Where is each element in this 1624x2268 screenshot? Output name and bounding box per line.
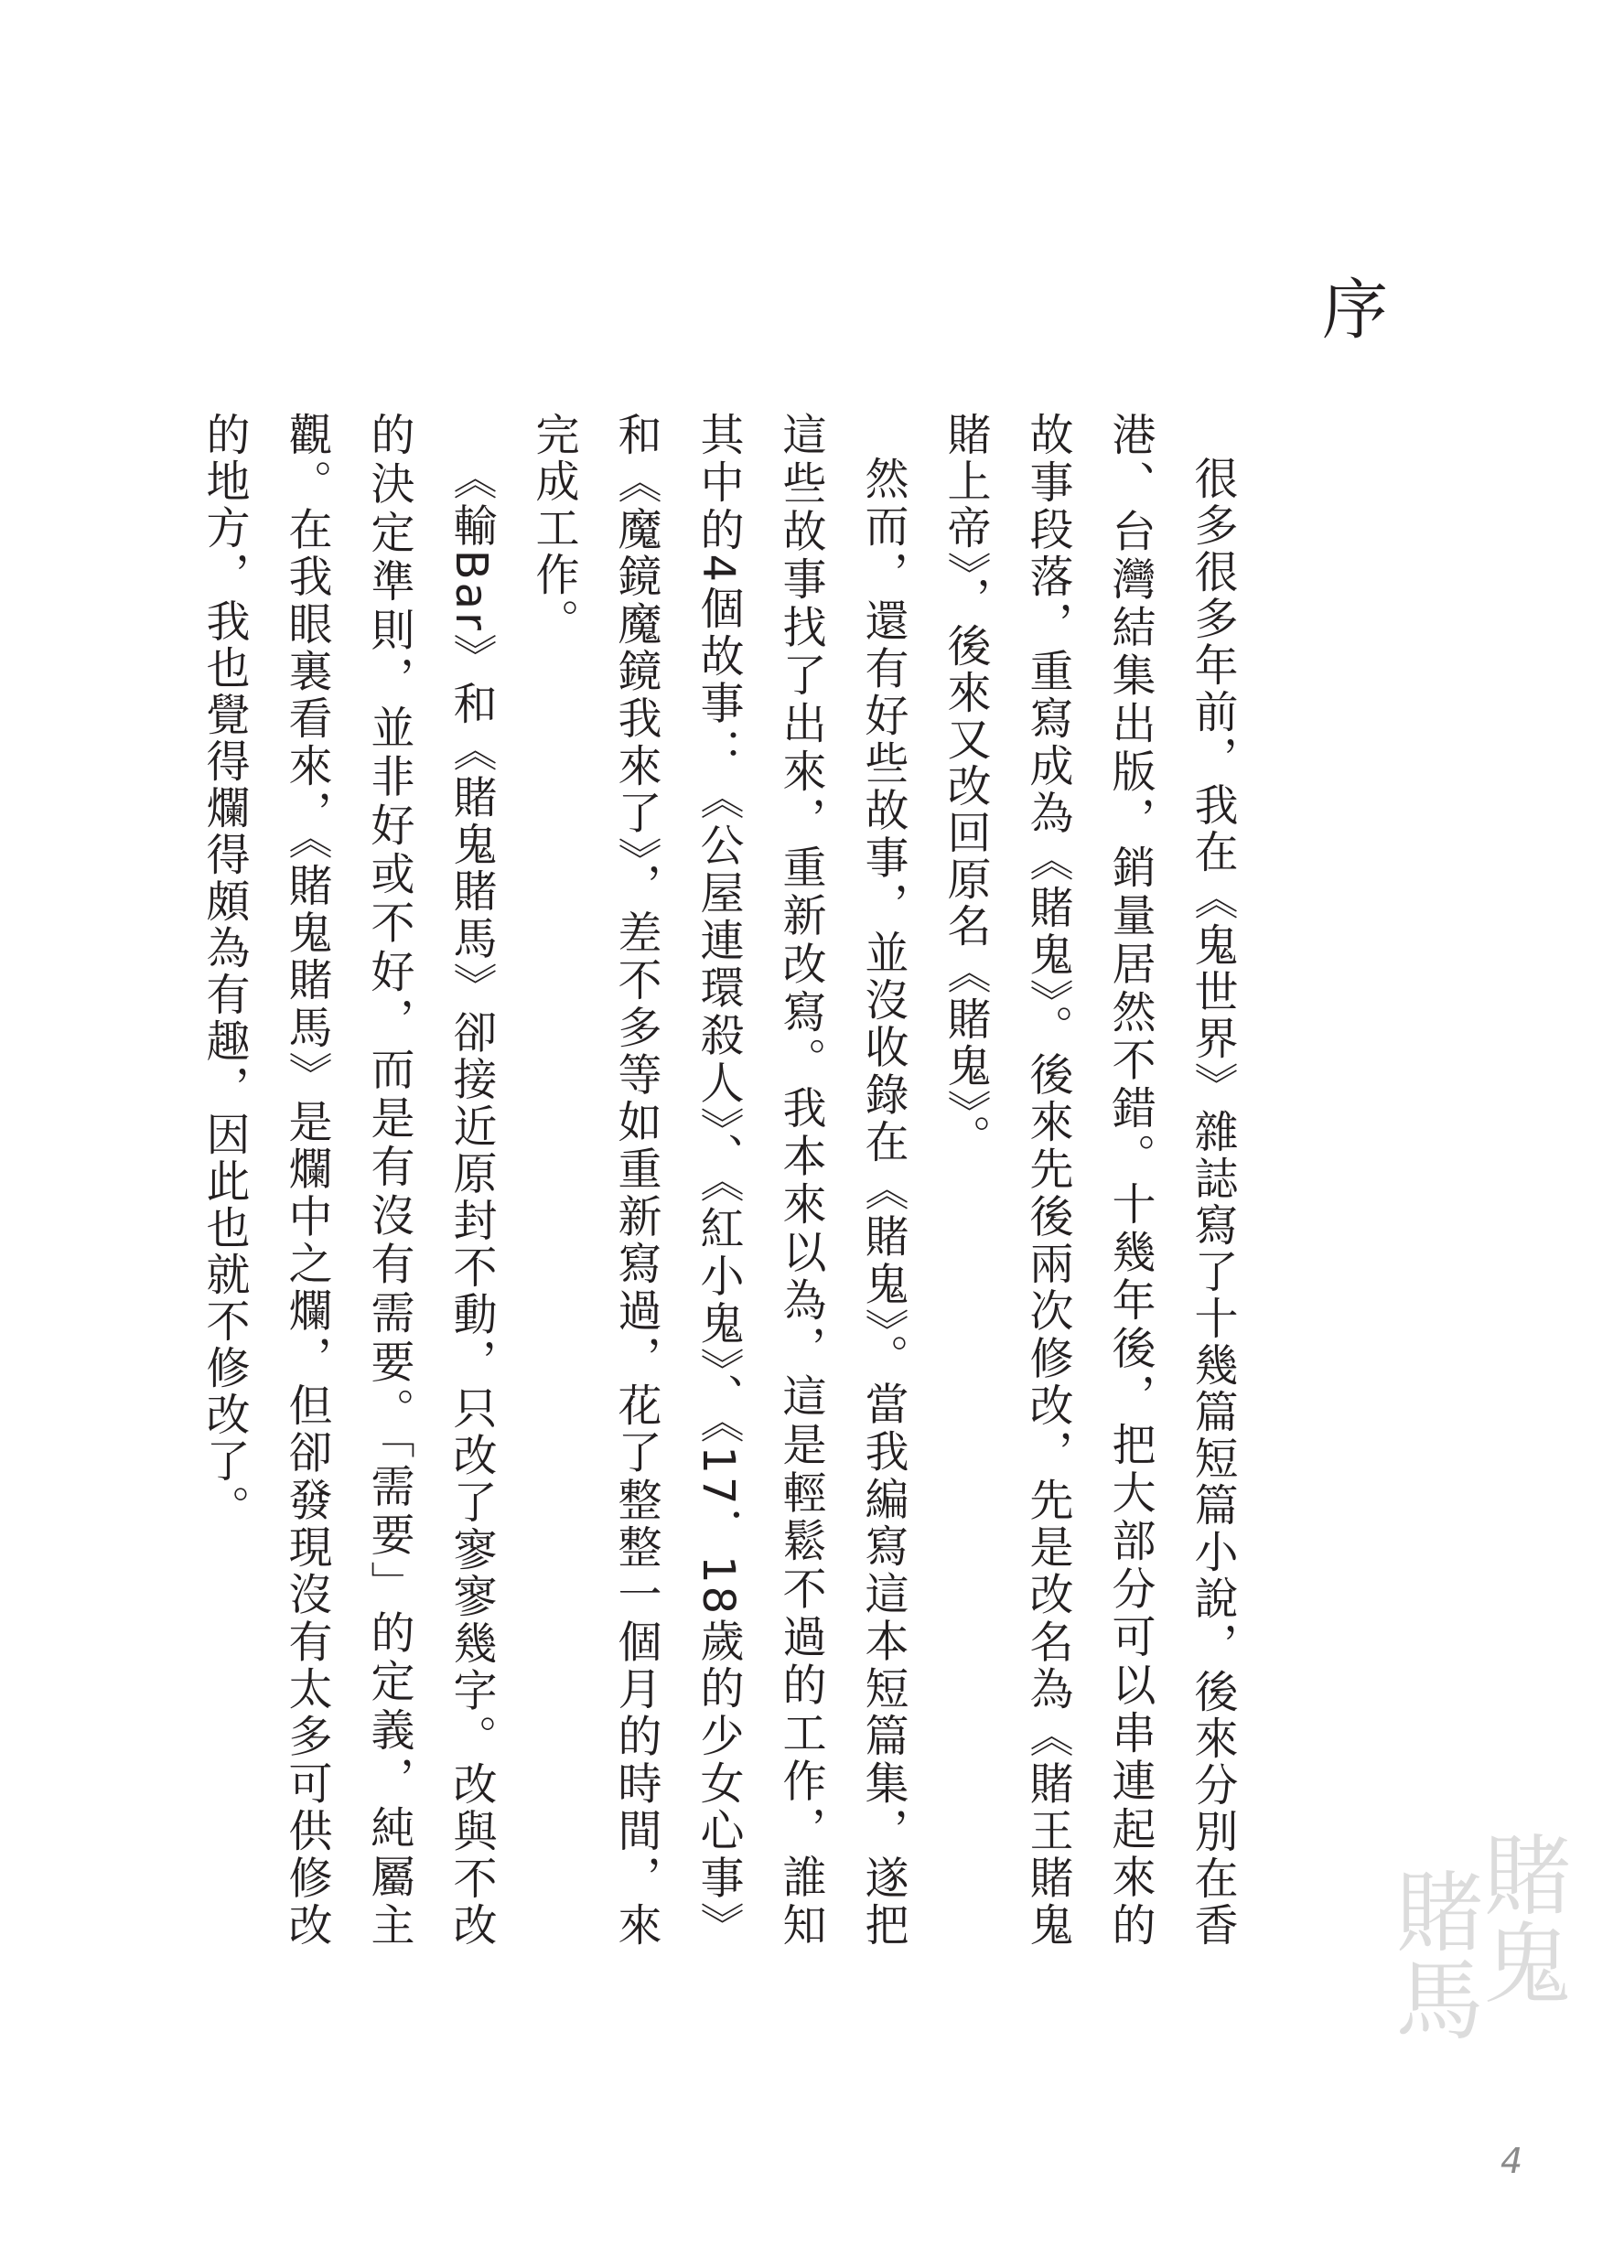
paragraph-3: 《輸Bar》和《賭鬼賭馬》卻接近原封不動，只改了寥寥幾字。改與不改的決定準則，並非好或不好，而是有沒有需要。「需要」的定義，純屬主觀。在我眼裏看來，《賭鬼賭馬》是爛中之爛，但卻發現沒有太多可供修改的地方，我也覺得爛得頗為有趣，因此也就不修改了。 (199, 412, 497, 1949)
paragraph-2: 然而，還有好些故事，並沒收錄在《賭鬼》。當我編寫這本短篇集，遂把這些故事找了出來，重新改寫。我本來以為，這是輕鬆不過的工作，誰知其中的4個故事：《公屋連環殺人》、《紅小鬼》、《17．18歲的少女心事》和《魔鏡魔鏡我來了》，差不多等如重新寫過，花了整整一個月的時間，來完成工作。 (528, 412, 909, 1949)
page-number: 4 (1500, 2141, 1523, 2181)
watermark-right-column: 賭鬼 (1469, 1830, 1572, 2005)
page-title: 序 (1311, 274, 1388, 340)
paragraph-1: 很多很多年前，我在《鬼世界》雜誌寫了十幾篇短篇小說，後來分別在香港、台灣結集出版，銷量居然不錯。十幾年後，把大部分可以串連起來的故事段落，重寫成為《賭鬼》。後來先後兩次修改，先是改名為《賭王賭鬼賭上帝》，後來又改回原名《賭鬼》。 (940, 412, 1238, 1949)
preface-body (183, 412, 1253, 1949)
book-title-watermark (1382, 1830, 1572, 2104)
watermark-left-column: 賭馬 (1382, 1866, 1484, 2042)
